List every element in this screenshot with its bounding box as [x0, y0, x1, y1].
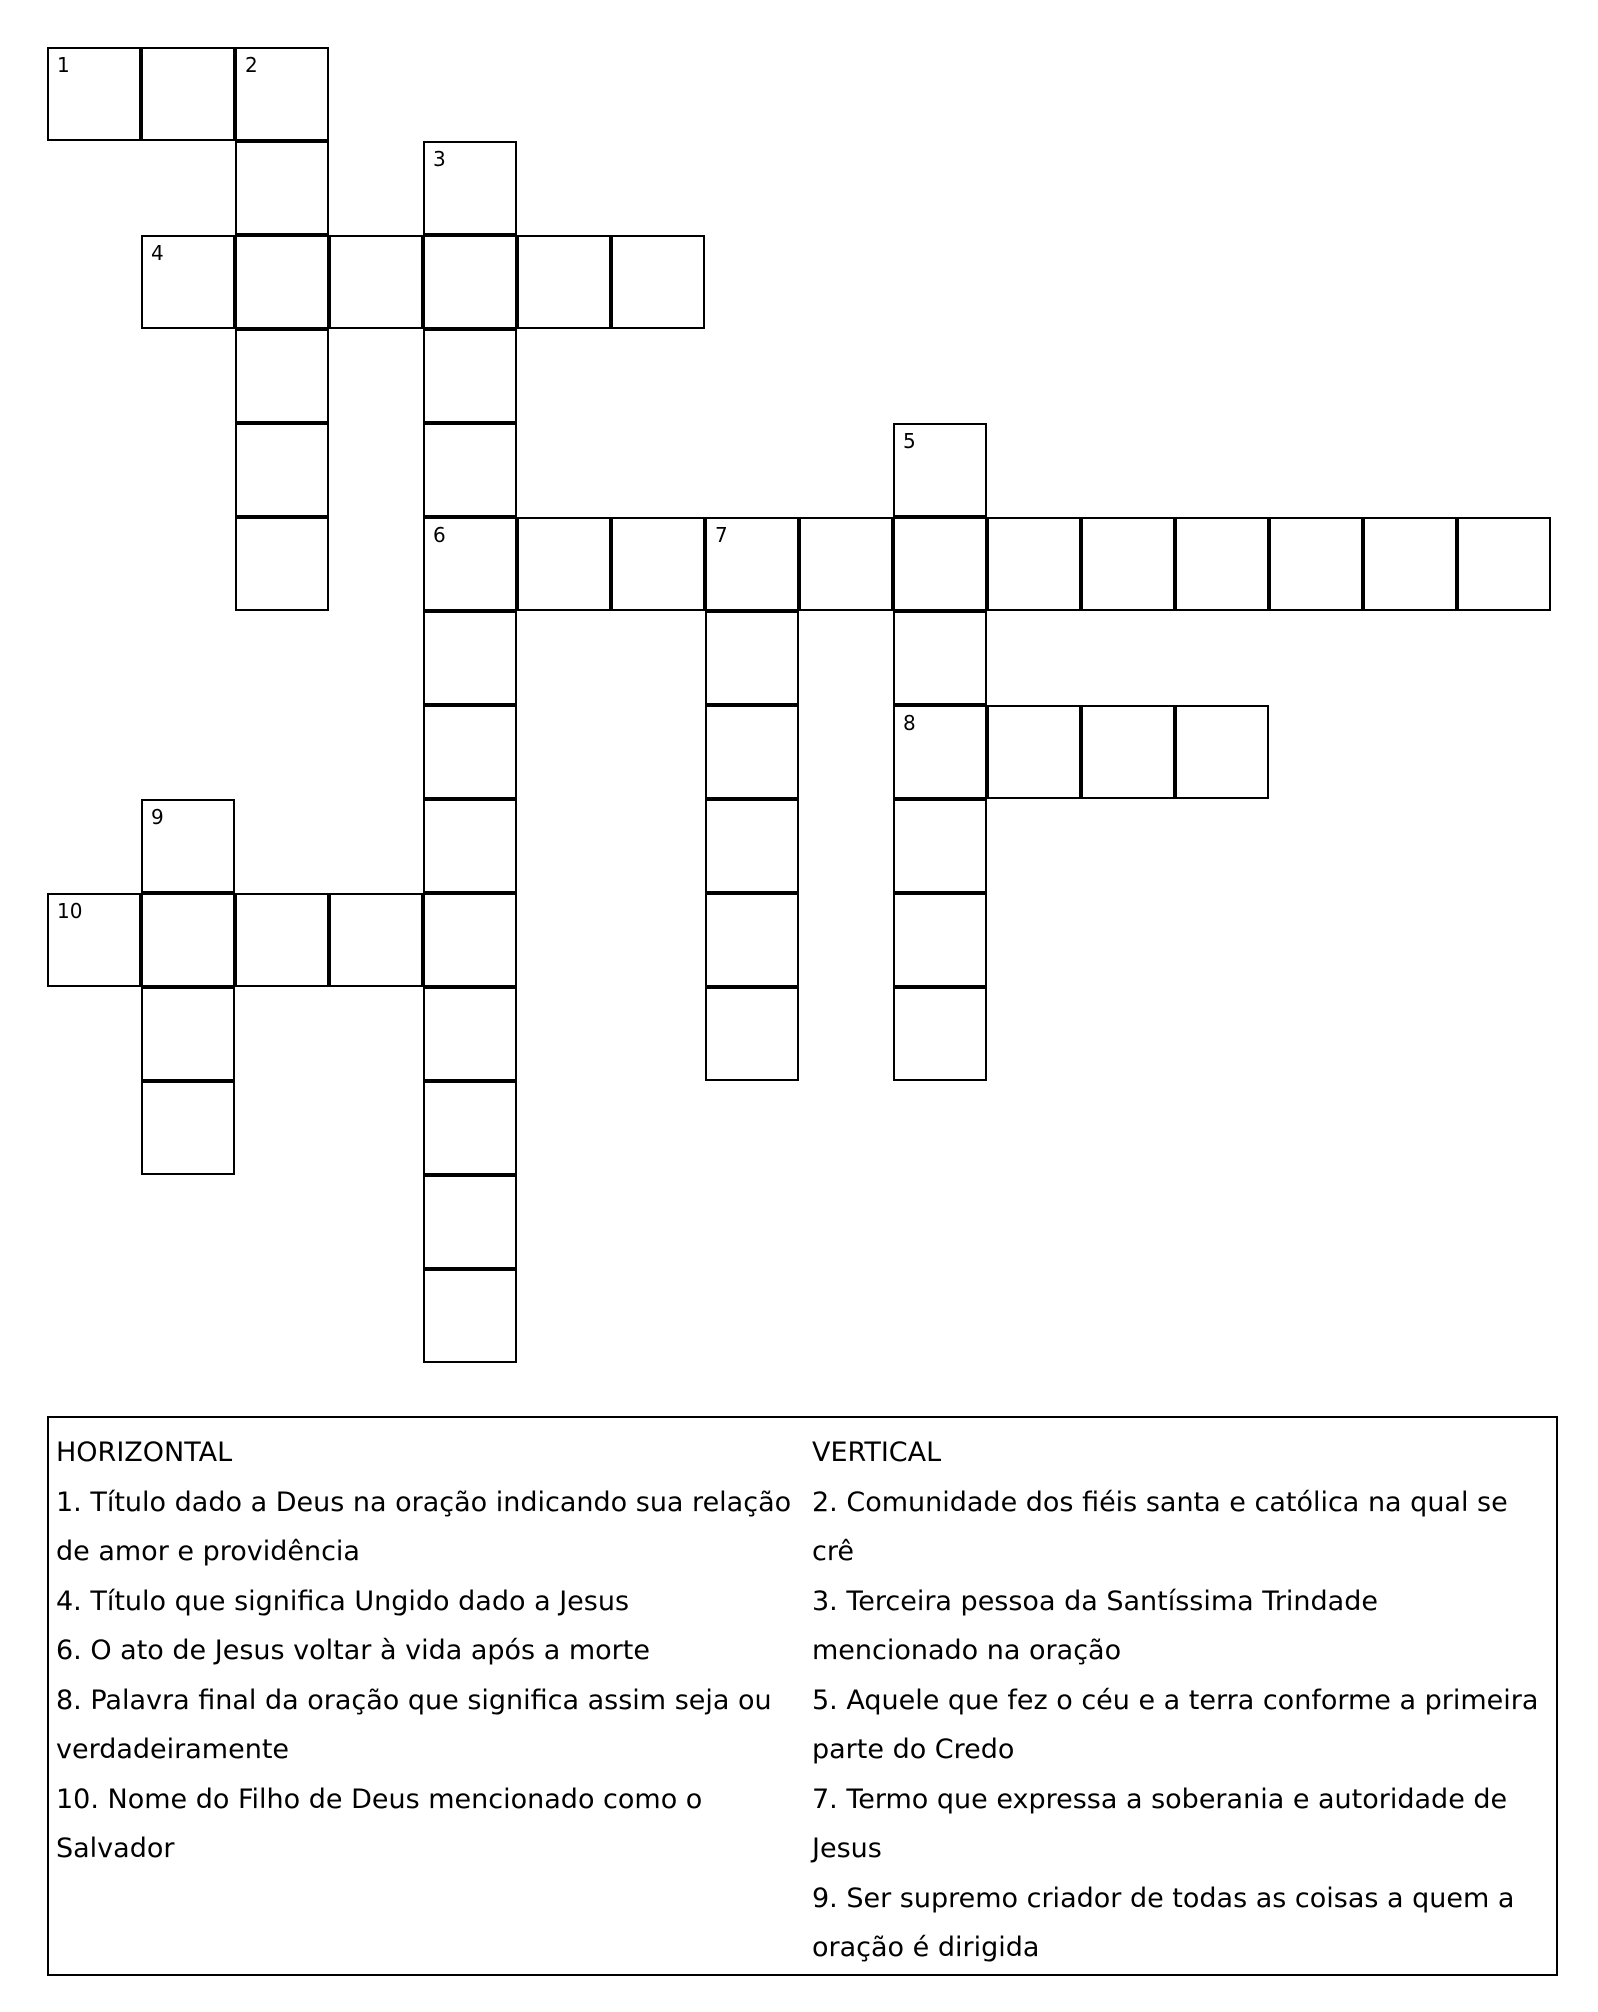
crossword-cell[interactable] — [423, 1269, 517, 1363]
crossword-cell[interactable] — [235, 329, 329, 423]
crossword-cell[interactable] — [141, 1081, 235, 1175]
crossword-cell[interactable] — [893, 423, 987, 517]
crossword-cell[interactable] — [47, 47, 141, 141]
crossword-cell[interactable] — [423, 517, 517, 611]
clue-horizontal-10: 10. Nome do Filho de Deus mencionado como o Salvador — [56, 1783, 703, 1864]
clue-vertical-3: 3. Terceira pessoa da Santíssima Trindade mencionado na oração — [812, 1585, 1378, 1666]
crossword-cell[interactable] — [235, 517, 329, 611]
vertical-title: VERTICAL — [812, 1437, 942, 1468]
clue-number: 9 — [151, 805, 164, 829]
clue-vertical-7: 7. Termo que expressa a soberania e autoridade de Jesus — [812, 1783, 1508, 1864]
vertical-clues — [812, 1428, 1552, 1973]
clue-number: 6 — [433, 523, 446, 547]
crossword-cell[interactable] — [235, 893, 329, 987]
crossword-cell[interactable] — [893, 799, 987, 893]
clue-vertical-5: 5. Aquele que fez o céu e a terra conforme a primeira parte do Credo — [812, 1684, 1539, 1765]
clue-vertical-2: 2. Comunidade dos fiéis santa e católica na qual se crê — [812, 1486, 1508, 1567]
clue-number: 5 — [903, 429, 916, 453]
clue-number: 8 — [903, 711, 916, 735]
clues-panel — [47, 1416, 1558, 1976]
clue-horizontal-1: 1. Título dado a Deus na oração indicando sua relação de amor e providência — [56, 1486, 792, 1567]
crossword-cell[interactable] — [705, 611, 799, 705]
crossword-cell[interactable] — [517, 517, 611, 611]
crossword-cell[interactable] — [423, 893, 517, 987]
crossword-cell[interactable] — [799, 517, 893, 611]
clue-number: 1 — [57, 53, 70, 77]
crossword-cell[interactable] — [423, 235, 517, 329]
crossword-cell[interactable] — [423, 705, 517, 799]
crossword-cell[interactable] — [1175, 517, 1269, 611]
crossword-cell[interactable] — [423, 611, 517, 705]
crossword-cell[interactable] — [1175, 705, 1269, 799]
crossword-cell[interactable] — [423, 1175, 517, 1269]
crossword-cell[interactable] — [1081, 705, 1175, 799]
crossword-cell[interactable] — [987, 705, 1081, 799]
crossword-cell[interactable] — [705, 517, 799, 611]
crossword-cell[interactable] — [141, 893, 235, 987]
crossword-cell[interactable] — [141, 235, 235, 329]
crossword-cell[interactable] — [141, 799, 235, 893]
crossword-cell[interactable] — [235, 423, 329, 517]
crossword-cell[interactable] — [235, 235, 329, 329]
crossword-cell[interactable] — [423, 423, 517, 517]
crossword-cell[interactable] — [235, 141, 329, 235]
crossword-cell[interactable] — [705, 893, 799, 987]
crossword-cell[interactable] — [423, 141, 517, 235]
crossword-cell[interactable] — [329, 235, 423, 329]
crossword-cell[interactable] — [987, 517, 1081, 611]
crossword-cell[interactable] — [611, 235, 705, 329]
crossword-cell[interactable] — [705, 799, 799, 893]
clue-number: 2 — [245, 53, 258, 77]
crossword-cell[interactable] — [1457, 517, 1551, 611]
crossword-cell[interactable] — [235, 47, 329, 141]
crossword-cell[interactable] — [141, 987, 235, 1081]
clue-number: 7 — [715, 523, 728, 547]
crossword-cell[interactable] — [705, 705, 799, 799]
clue-horizontal-8: 8. Palavra final da oração que significa assim seja ou verdadeiramente — [56, 1684, 772, 1765]
crossword-cell[interactable] — [1269, 517, 1363, 611]
crossword-cell[interactable] — [423, 329, 517, 423]
crossword-cell[interactable] — [423, 799, 517, 893]
horizontal-title: HORIZONTAL — [56, 1437, 233, 1468]
crossword-cell[interactable] — [47, 893, 141, 987]
clue-vertical-9: 9. Ser supremo criador de todas as coisas a quem a oração é dirigida — [812, 1882, 1515, 1963]
crossword-cell[interactable] — [893, 893, 987, 987]
crossword-cell[interactable] — [893, 705, 987, 799]
crossword-cell[interactable] — [893, 987, 987, 1081]
crossword-cell[interactable] — [329, 893, 423, 987]
horizontal-clues — [56, 1428, 811, 1874]
crossword-cell[interactable] — [893, 611, 987, 705]
clue-number: 4 — [151, 241, 164, 265]
crossword-cell[interactable] — [1081, 517, 1175, 611]
crossword-cell[interactable] — [611, 517, 705, 611]
crossword-cell[interactable] — [423, 1081, 517, 1175]
crossword-cell[interactable] — [141, 47, 235, 141]
crossword-cell[interactable] — [893, 517, 987, 611]
clue-number: 3 — [433, 147, 446, 171]
crossword-cell[interactable] — [1363, 517, 1457, 611]
clue-horizontal-4: 4. Título que significa Ungido dado a Jesus — [56, 1585, 630, 1617]
crossword-cell[interactable] — [517, 235, 611, 329]
clue-number: 10 — [57, 899, 83, 923]
clue-horizontal-6: 6. O ato de Jesus voltar à vida após a morte — [56, 1635, 650, 1666]
crossword-cell[interactable] — [423, 987, 517, 1081]
crossword-cell[interactable] — [705, 987, 799, 1081]
